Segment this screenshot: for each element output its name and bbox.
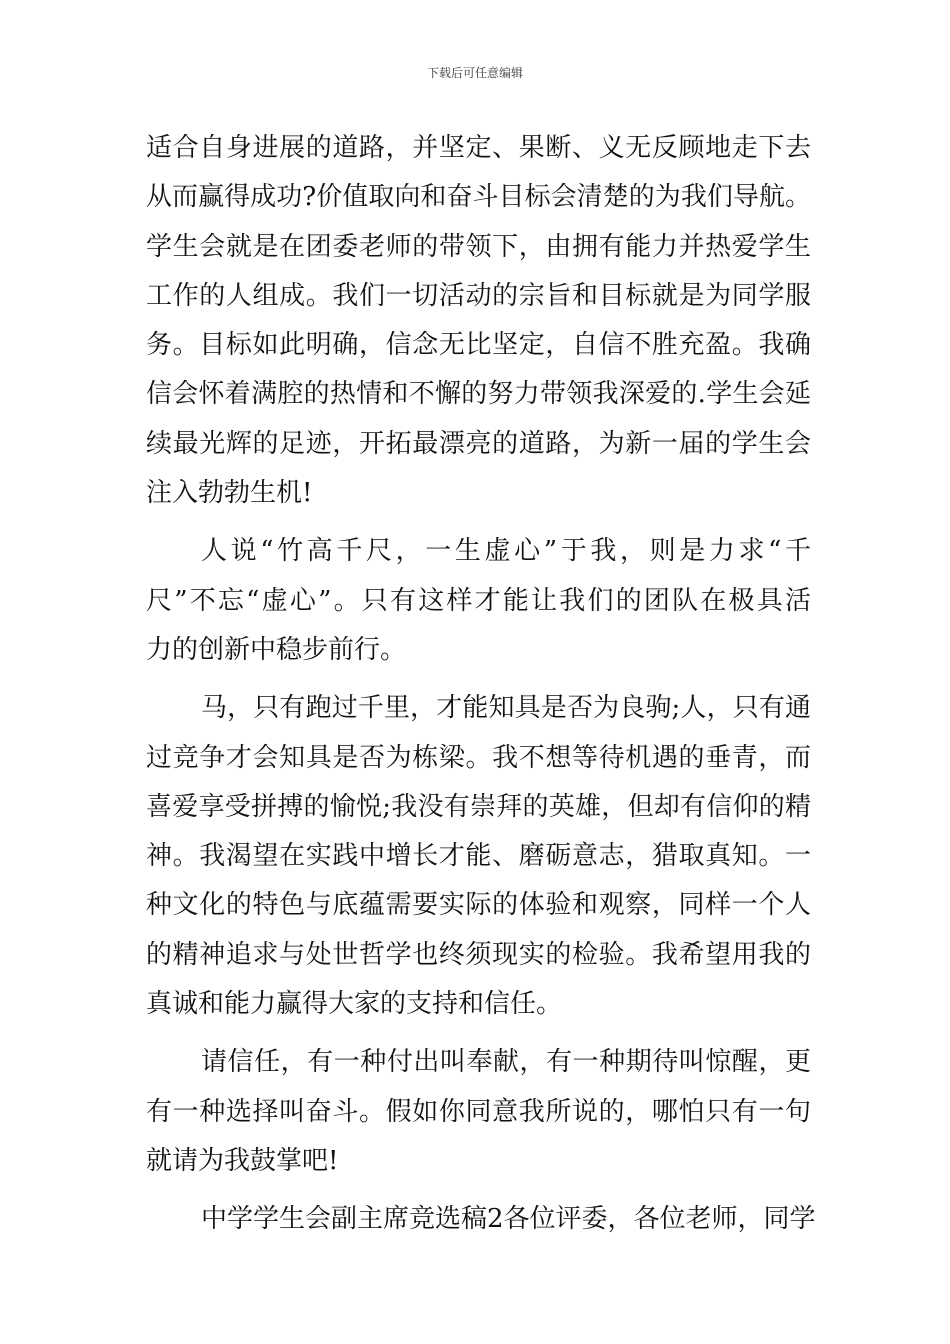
paragraph-gap bbox=[146, 675, 811, 684]
text-line: 适合自身进展的道路，并坚定、果断、义无反顾地走下去 bbox=[146, 133, 811, 163]
text-line: 力的创新中稳步前行。 bbox=[146, 634, 407, 665]
page-header: 下载后可任意编辑 bbox=[426, 66, 523, 80]
text-line: 从而赢得成功?价值取向和奋斗目标会清楚的为我们导航。 bbox=[146, 182, 811, 213]
text-line: 马，只有跑过千里，才能知具是否为良驹;人，只有通 bbox=[201, 693, 811, 724]
text-line: 学生会就是在团委老师的带领下，由拥有能力并热爱学生 bbox=[146, 231, 811, 262]
paragraph-gap bbox=[146, 1186, 811, 1195]
text-line: 喜爱享受拼搏的愉悦;我没有崇拜的英雄，但却有信仰的精 bbox=[146, 791, 811, 822]
document-body bbox=[146, 124, 816, 1245]
text-line: 注入勃勃生机! bbox=[146, 478, 313, 509]
text-line: 人说“竹高千尺，一生虚心”于我，则是力求“千 bbox=[201, 536, 811, 567]
paragraph-4 bbox=[146, 1038, 811, 1186]
text-line: 尺”不忘“虚心”。只有这样才能让我们的团队在极具活 bbox=[146, 585, 811, 616]
paragraph-3 bbox=[146, 684, 811, 1029]
text-line: 就请为我鼓掌吧! bbox=[146, 1145, 339, 1176]
text-line: 神。我渴望在实践中增长才能、磨砺意志，猎取真知。一 bbox=[146, 841, 811, 872]
text-line: 过竞争才会知具是否为栋梁。我不想等待机遇的垂青，而 bbox=[146, 742, 811, 773]
text-line: 信会怀着满腔的热情和不懈的努力带领我深爱的.学生会延 bbox=[146, 379, 811, 410]
text-line: 种文化的特色与底蕴需要实际的体验和观察，同样一个人 bbox=[146, 890, 811, 921]
text-line: 工作的人组成。我们一切活动的宗旨和目标就是为同学服 bbox=[146, 280, 811, 311]
text-line: 中学学生会副主席竞选稿2各位评委，各位老师，同学 bbox=[201, 1204, 816, 1235]
text-line: 的精神追求与处世哲学也终须现实的检验。我希望用我的 bbox=[146, 939, 811, 970]
paragraph-5 bbox=[146, 1195, 816, 1244]
text-line: 真诚和能力赢得大家的支持和信任。 bbox=[146, 989, 563, 1020]
text-line: 请信任，有一种付出叫奉献，有一种期待叫惊醒，更 bbox=[201, 1047, 811, 1078]
paragraph-gap bbox=[146, 518, 811, 527]
paragraph-2 bbox=[146, 527, 811, 675]
paragraph-1 bbox=[146, 124, 811, 518]
text-line: 有一种选择叫奋斗。假如你同意我所说的，哪怕只有一句 bbox=[146, 1096, 811, 1127]
paragraph-gap bbox=[146, 1029, 811, 1038]
text-line: 续最光辉的足迹，开拓最漂亮的道路，为新一届的学生会 bbox=[146, 428, 811, 459]
text-line: 务。目标如此明确，信念无比坚定，自信不胜充盈。我确 bbox=[146, 330, 811, 361]
